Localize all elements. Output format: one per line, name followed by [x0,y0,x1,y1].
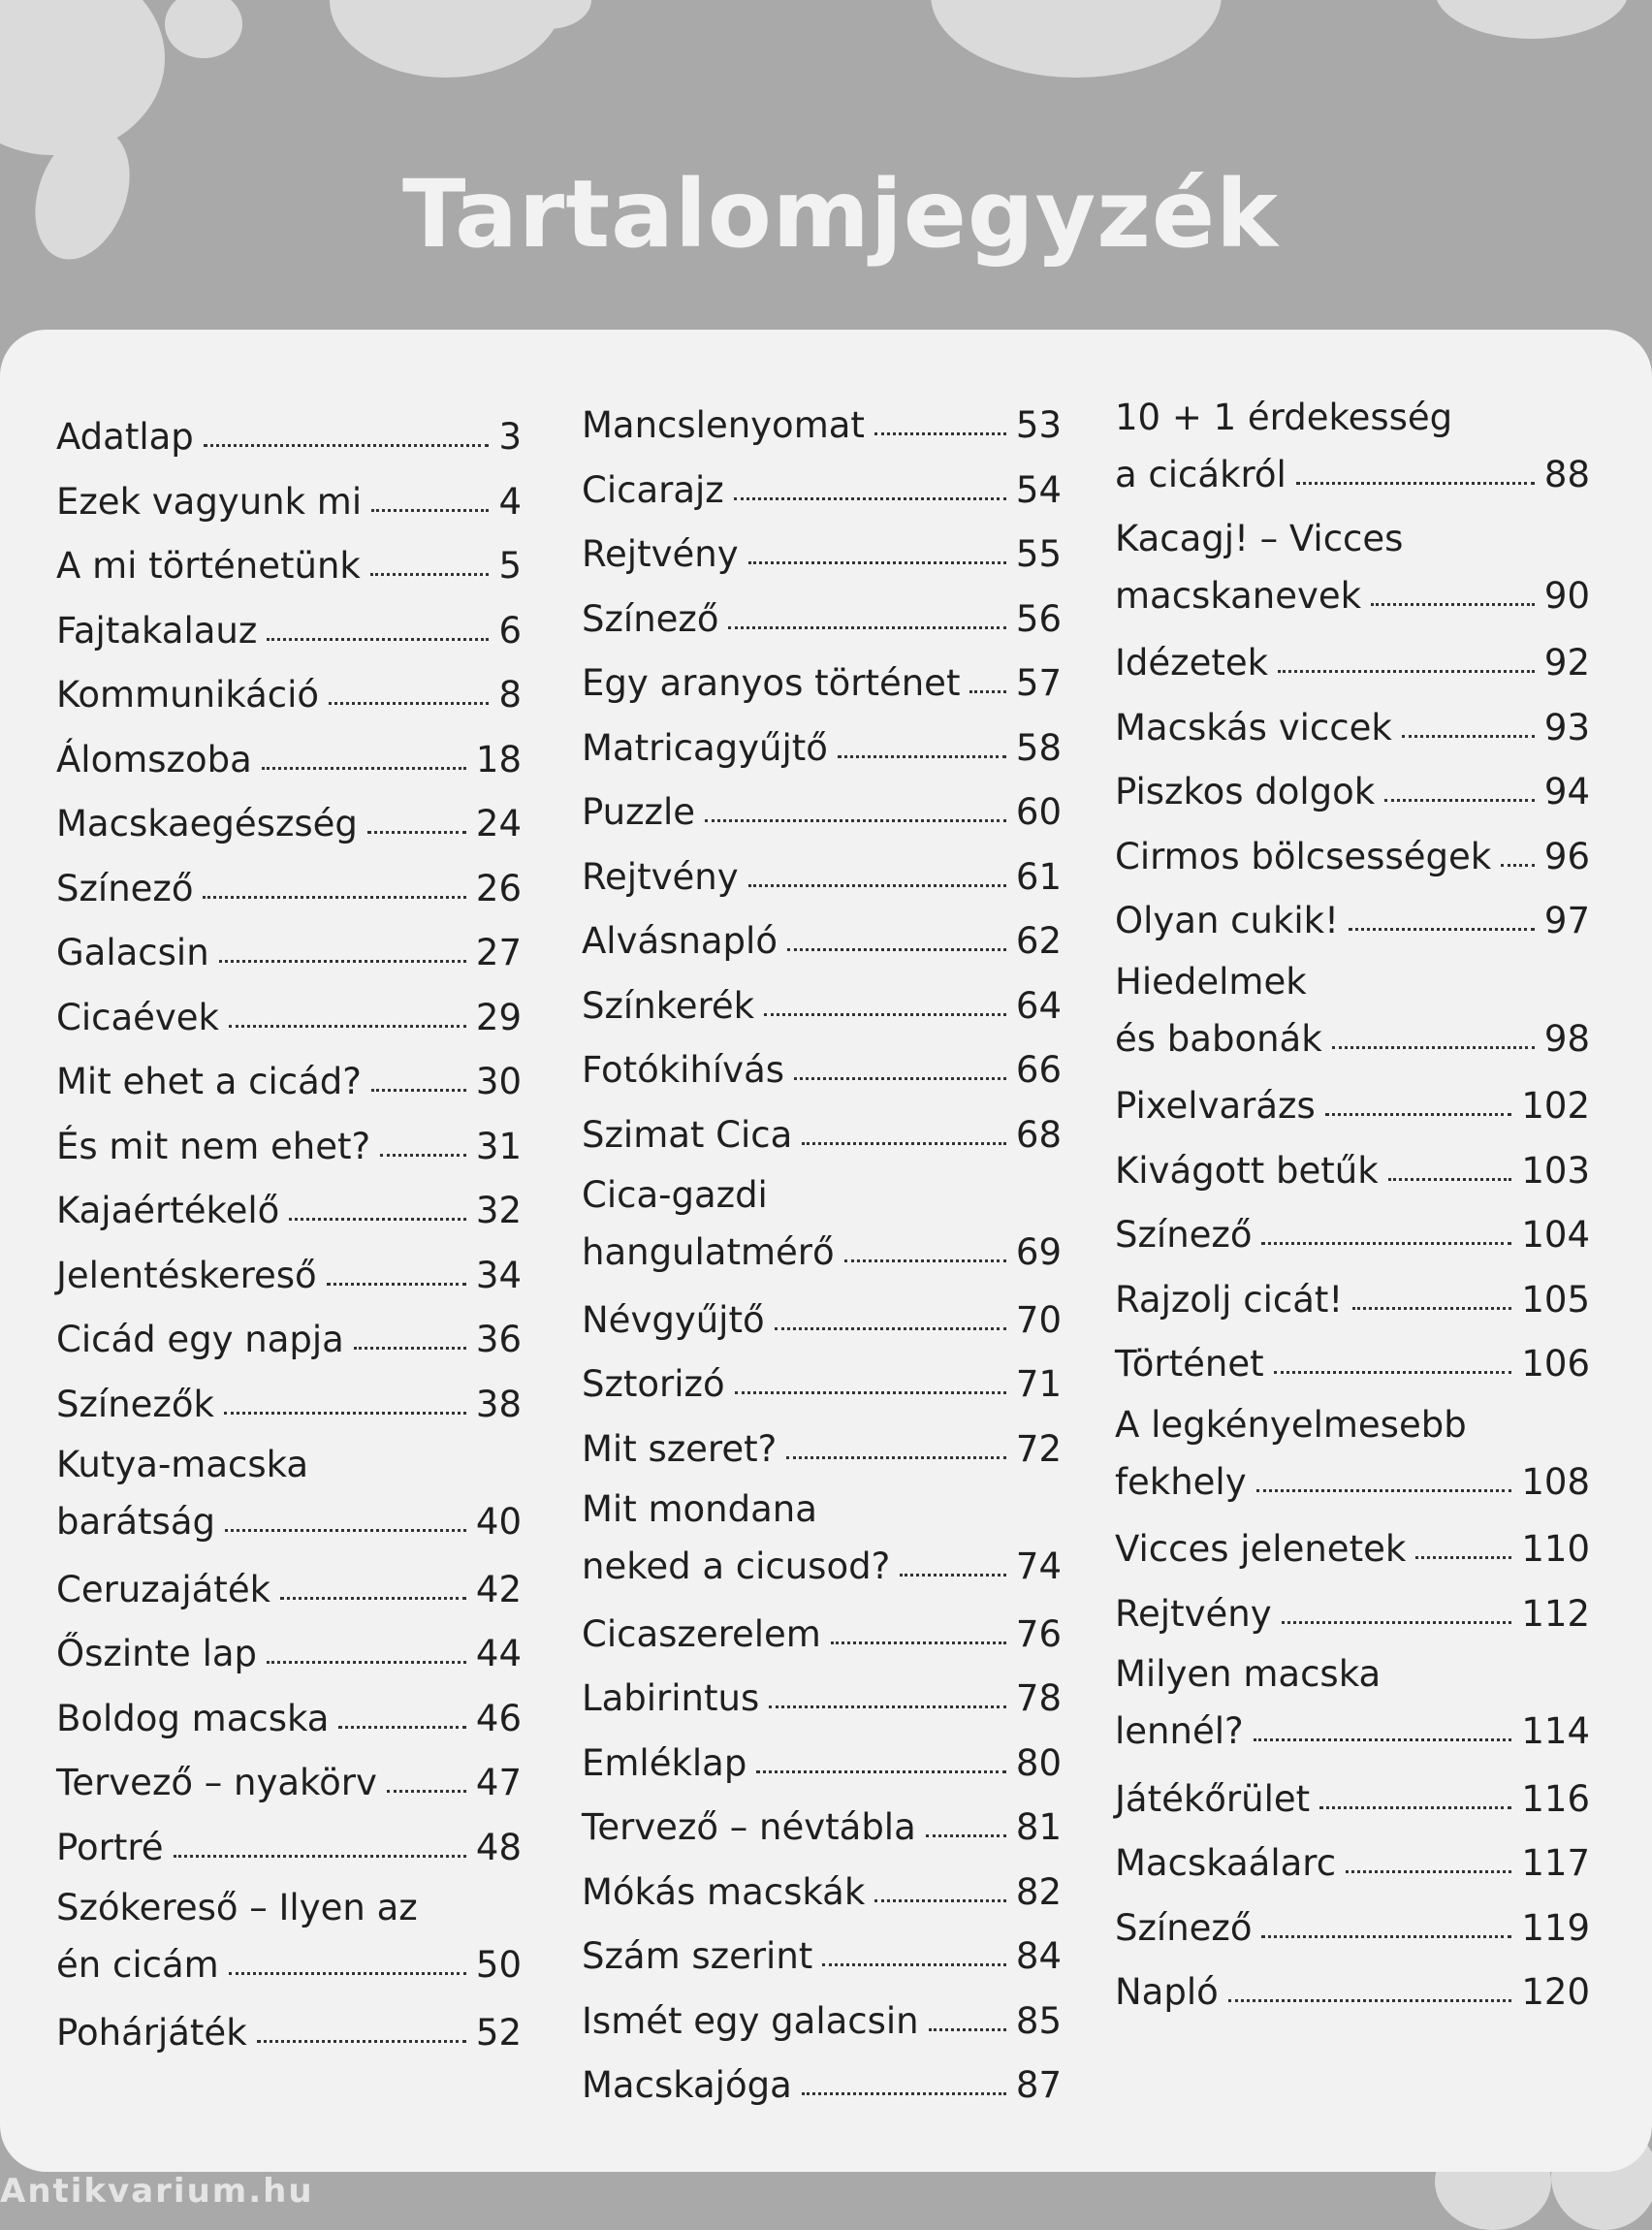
toc-entry-page-number: 64 [1015,984,1062,1027]
toc-entry-page-number: 96 [1543,835,1590,877]
toc-entry-title: Matricagyűjtő [582,726,828,769]
dot-leader [354,1345,466,1350]
dot-leader [787,946,1006,951]
toc-entry-title: Névgyűjtő [582,1298,765,1341]
toc-entry-title-line1: Cica-gazdi [582,1174,768,1216]
dot-leader [1261,1933,1511,1938]
toc-entry [1115,760,1590,825]
toc-entry-title: Színezők [56,1383,214,1425]
toc-entry [1115,1896,1590,1961]
toc-entry [56,1115,522,1180]
toc-entry [582,974,1062,1039]
toc-entry [56,1880,522,2001]
dot-leader [728,624,1005,629]
toc-entry [56,1244,522,1309]
toc-entry [56,599,522,664]
toc-entry-page-number: 53 [1015,404,1062,446]
dot-leader [1352,1305,1511,1310]
dot-leader [204,442,490,447]
toc-entry-title: Őszinte lap [56,1633,258,1674]
toc-entry-page-number: 56 [1015,597,1062,640]
toc-entry-title: Történet [1115,1343,1264,1385]
dot-leader [756,1768,1006,1773]
dot-leader [1274,1369,1512,1374]
toc-entry [56,470,522,535]
toc-entry-page-number: 116 [1521,1777,1590,1820]
toc-entry [56,728,522,793]
toc-entry-title: én cicám [56,1944,219,1986]
toc-entry [56,1437,522,1558]
toc-entry-page-number: 108 [1521,1460,1590,1503]
dot-leader [735,1389,1006,1394]
toc-entry-title-line1: Kutya-macska [56,1444,309,1485]
dot-leader [844,1258,1006,1262]
dot-leader [380,1152,466,1157]
toc-entry-title: Vicces jelenetek [1115,1528,1407,1570]
dot-leader [219,958,466,963]
dot-leader [822,1961,1006,1966]
toc-entry-page-number: 6 [498,609,522,652]
toc-entry-title: Színkerék [582,984,755,1027]
toc-entry-title: Ismét egy galacsin [582,1999,919,2042]
toc-entry-page-number: 76 [1015,1612,1062,1655]
toc-entry-page-number: 8 [498,674,522,716]
toc-entry [582,459,1062,524]
dot-leader [1228,1997,1512,2002]
toc-entry-page-number: 112 [1521,1592,1590,1635]
toc-entry [56,2001,522,2066]
toc-entry-page-number: 72 [1015,1427,1062,1470]
toc-entry-title: Napló [1115,1971,1219,2013]
toc-entry-page-number: 34 [475,1254,522,1296]
toc-entry-page-number: 82 [1015,1870,1062,1913]
toc-entry [582,1796,1062,1861]
dot-leader [203,894,465,899]
toc-entry-page-number: 94 [1543,771,1590,812]
toc-entry-title: Álomszoba [56,738,252,780]
toc-entry [582,717,1062,781]
dot-leader [224,1410,466,1415]
toc-entry [582,780,1062,845]
dot-leader [1501,862,1535,867]
dot-leader [1278,668,1535,673]
dot-leader [1388,1176,1512,1181]
toc-entry-page-number: 85 [1015,1999,1062,2042]
toc-entry-page-number: 84 [1015,1935,1062,1977]
toc-entry [1115,954,1590,1075]
page-title: Tartalomjegyzék [402,160,1279,269]
toc-entry-title: Cicád egy napja [56,1319,344,1360]
dot-leader [769,1704,1006,1708]
toc-entry-page-number: 114 [1521,1710,1590,1752]
toc-entry-title: Jelentéskereső [56,1254,317,1296]
dot-leader [327,1281,466,1286]
toc-entry-page-number: 24 [475,803,522,844]
toc-entry-page-number: 90 [1543,574,1590,617]
toc-entry-title: Kommunikáció [56,674,320,716]
dot-leader [1384,797,1535,802]
dot-leader [1371,601,1535,606]
toc-entry-page-number: 71 [1015,1363,1062,1405]
toc-entry-title-line1: Milyen macska [1115,1653,1382,1695]
dot-leader [1325,1111,1512,1116]
toc-entry-page-number: 57 [1015,662,1062,704]
toc-entry-title: Mókás macskák [582,1870,866,1913]
toc-entry-title: Fajtakalauz [56,609,258,652]
toc-entry-title: Színező [1115,1214,1253,1256]
toc-entry-title: Cicaévek [56,996,219,1038]
toc-entry [582,1925,1062,1990]
toc-entry-page-number: 117 [1521,1842,1590,1884]
toc-entry-page-number: 69 [1015,1231,1062,1273]
toc-entry-title: Alvásnapló [582,920,778,962]
toc-entry-title: Rejtvény [582,533,739,575]
toc-entry-title: Mit ehet a cicád? [56,1061,362,1102]
dot-leader [280,1595,466,1600]
toc-entry-page-number: 42 [475,1568,522,1610]
toc-entry-title: Emléklap [582,1741,747,1784]
toc-entry-title: Szám szerint [582,1935,813,1977]
toc-entry-page-number: 120 [1521,1971,1590,2013]
toc-entry-page-number: 58 [1015,726,1062,769]
toc-entry [1115,390,1590,511]
toc-entry [56,1308,522,1373]
toc-entry [582,1861,1062,1926]
toc-entry [1115,1960,1590,2025]
dot-leader [371,507,489,512]
footer-watermark: Antikvarium.hu [0,2172,314,2211]
dot-leader [267,1659,466,1664]
dot-leader [1296,480,1535,485]
toc-entry [56,986,522,1051]
toc-entry-title: neked a cicusod? [582,1545,891,1587]
toc-entry-title: A mi történetünk [56,545,361,587]
toc-entry [582,2054,1062,2118]
dot-leader [262,765,466,770]
toc-entry-title-line1: A legkényelmesebb [1115,1403,1467,1446]
toc-entry-title: Tervező – nyakörv [56,1762,377,1803]
toc-entry [582,588,1062,653]
toc-entry [582,1038,1062,1103]
toc-entry-title: macskanevek [1115,574,1362,617]
toc-entry-title: Kivágott betűk [1115,1149,1379,1192]
dot-leader [289,1216,466,1221]
toc-entry-title: Szimat Cica [582,1113,793,1156]
toc-entry [582,1353,1062,1418]
toc-entry [1115,696,1590,761]
dot-leader [705,817,1006,822]
toc-column-2 [582,394,1062,2118]
dot-leader [225,1527,466,1532]
dot-leader [775,1325,1006,1330]
toc-entry-title: Pixelvarázs [1115,1085,1316,1127]
toc-entry-page-number: 88 [1543,454,1590,495]
toc-entry [582,394,1062,459]
dot-leader [329,700,489,705]
toc-entry-page-number: 50 [475,1944,522,1986]
toc-entry-page-number: 60 [1015,791,1062,833]
toc-entry [582,1418,1062,1482]
toc-entry-title: Mancslenyomat [582,404,865,446]
toc-entry [582,845,1062,910]
toc-entry-title: Pohárjáték [56,2011,247,2054]
toc-entry [1115,1268,1590,1333]
toc-entry-page-number: 87 [1015,2064,1062,2106]
toc-entry [56,921,522,986]
toc-entry [56,1687,522,1752]
dot-leader [900,1572,1006,1577]
toc-entry-page-number: 30 [475,1061,522,1102]
toc-entry-page-number: 27 [475,932,522,973]
toc-entry [1115,1332,1590,1397]
toc-entry [56,534,522,599]
toc-entry-title: Olyan cukik! [1115,900,1339,941]
toc-entry-page-number: 55 [1015,533,1062,575]
dot-leader [1319,1804,1511,1809]
toc-entry [582,1603,1062,1668]
toc-entry-title: Labirintus [582,1677,760,1719]
dot-leader [969,688,1005,693]
dot-leader [802,1140,1006,1145]
dot-leader [874,430,1006,435]
toc-entry-title: Ceruzajáték [56,1568,271,1610]
dot-leader [802,2090,1006,2095]
toc-entry [1115,825,1590,890]
dot-leader [764,1011,1006,1016]
dot-leader [748,559,1006,564]
toc-entry-page-number: 4 [498,480,522,523]
toc-entry-page-number: 70 [1015,1298,1062,1341]
toc-entry-page-number: 80 [1015,1741,1062,1784]
toc-entry-title: Színező [582,597,719,640]
dot-leader [874,1897,1006,1902]
toc-entry-page-number: 110 [1521,1528,1590,1570]
toc-entry-title: Boldog macska [56,1697,330,1739]
toc-entry-page-number: 119 [1521,1906,1590,1949]
toc-entry-title: Játékőrület [1115,1777,1311,1820]
toc-entry-title: fekhely [1115,1460,1247,1503]
toc-entry-page-number: 97 [1543,900,1590,941]
toc-entry [582,1103,1062,1168]
toc-entry-page-number: 104 [1521,1214,1590,1256]
toc-column-3 [1115,390,1590,2025]
toc-entry [582,909,1062,974]
toc-entry-page-number: 26 [475,867,522,909]
dot-leader [1349,926,1535,931]
toc-entry [56,1816,522,1881]
toc-entry-title: Macskás viccek [1115,706,1392,749]
toc-entry-page-number: 44 [475,1633,522,1674]
toc-entry-page-number: 98 [1543,1017,1590,1060]
toc-entry-page-number: 61 [1015,855,1062,898]
toc-entry-page-number: 40 [475,1501,522,1543]
toc-entry-title-line1: Hiedelmek [1115,960,1307,1003]
dot-leader [387,1788,466,1793]
toc-entry-page-number: 66 [1015,1049,1062,1091]
toc-entry-title: Ezek vagyunk mi [56,480,363,523]
dot-leader [371,1087,466,1092]
toc-entry-title: lennél? [1115,1710,1244,1752]
toc-entry-page-number: 46 [475,1697,522,1739]
toc-entry-title: Portré [56,1826,164,1868]
toc-entry-title: Adatlap [56,416,194,458]
toc-entry-page-number: 103 [1521,1149,1590,1192]
toc-entry-title: hangulatmérő [582,1231,835,1273]
toc-entry [56,663,522,728]
toc-entry-page-number: 3 [498,416,522,458]
dot-leader [257,2038,466,2043]
dot-leader [174,1853,466,1858]
dot-leader [338,1724,465,1729]
dot-leader [1402,733,1535,738]
toc-entry-title: Sztorizó [582,1363,725,1405]
toc-entry [582,1990,1062,2055]
dot-leader [229,1023,466,1028]
toc-entry-page-number: 52 [475,2011,522,2054]
dot-leader [1261,1240,1511,1245]
toc-entry-page-number: 93 [1543,706,1590,749]
dot-leader [734,495,1006,500]
toc-entry-title-line1: 10 + 1 érdekesség [1115,397,1453,438]
dot-leader [1282,1619,1512,1624]
toc-entry-title: Színező [56,867,194,909]
toc-entry-page-number: 102 [1521,1085,1590,1127]
toc-entry-title: Rajzolj cicát! [1115,1278,1344,1321]
toc-entry-page-number: 18 [475,738,522,780]
dot-leader [1254,1736,1512,1741]
toc-entry [1115,1582,1590,1647]
toc-entry-page-number: 48 [475,1826,522,1868]
toc-entry-title: Kajaértékelő [56,1190,280,1231]
dot-leader [786,1454,1006,1459]
toc-entry-page-number: 68 [1015,1113,1062,1156]
toc-entry-page-number: 31 [475,1125,522,1167]
toc-entry-title: Cicarajz [582,468,724,511]
toc-entry [56,1179,522,1244]
toc-entry-page-number: 32 [475,1190,522,1231]
toc-entry [1115,889,1590,954]
toc-entry [56,1558,522,1623]
toc-entry [582,1289,1062,1354]
toc-entry-title: Cirmos bölcsességek [1115,835,1492,877]
toc-entry [1115,1074,1590,1139]
toc-entry-title-line1: Mit mondana [582,1488,817,1530]
toc-entry [56,1751,522,1816]
toc-entry-page-number: 92 [1543,642,1590,684]
toc-entry-title: Fotókihívás [582,1049,785,1091]
toc-entry-page-number: 38 [475,1383,522,1425]
toc-entry-title: Mit szeret? [582,1427,778,1470]
toc-entry-page-number: 74 [1015,1545,1062,1587]
dot-leader [831,1640,1006,1644]
toc-entry [1115,1139,1590,1204]
toc-entry-title: és babonák [1115,1017,1322,1060]
toc-entry [1115,1517,1590,1582]
toc-entry [582,1167,1062,1289]
toc-entry [1115,1832,1590,1896]
toc-entry-page-number: 78 [1015,1677,1062,1719]
toc-entry-title: Cicaszerelem [582,1612,821,1655]
toc-entry [1115,1203,1590,1268]
toc-entry [1115,631,1590,696]
toc-entry-page-number: 5 [498,545,522,587]
dot-leader [367,829,466,834]
toc-entry-page-number: 47 [475,1762,522,1803]
toc-entry [56,1050,522,1115]
toc-entry-title: Macskajóga [582,2064,792,2106]
dot-leader [1332,1044,1535,1049]
dot-leader [1256,1487,1512,1492]
toc-entry-title: Rejtvény [582,855,739,898]
toc-entry-title: Idézetek [1115,642,1269,684]
toc-entry-page-number: 105 [1521,1278,1590,1321]
toc-entry [56,792,522,857]
toc-entry [56,857,522,922]
toc-entry-page-number: 81 [1015,1806,1062,1848]
dot-leader [748,882,1006,887]
toc-entry [1115,1646,1590,1768]
toc-entry [56,1373,522,1438]
toc-entry-title-line1: Szókereső – Ilyen az [56,1887,418,1928]
toc-entry-title: És mit nem ehet? [56,1125,371,1167]
toc-entry-title: Galacsin [56,932,209,973]
dot-leader [1346,1868,1511,1873]
toc-entry [582,523,1062,588]
dot-leader [267,636,489,641]
toc-entry [1115,1768,1590,1832]
toc-entry-page-number: 36 [475,1319,522,1360]
toc-column-1 [56,405,522,2065]
toc-entry-title: Piszkos dolgok [1115,771,1376,812]
toc-entry-title: a cicákról [1115,454,1287,495]
toc-entry [582,652,1062,717]
toc-entry [56,1622,522,1687]
toc-entry-page-number: 29 [475,996,522,1038]
toc-entry-title: Színező [1115,1906,1253,1949]
toc-entry-title: Puzzle [582,791,695,833]
toc-entry-page-number: 54 [1015,468,1062,511]
toc-entry [582,1732,1062,1797]
toc-entry-page-number: 62 [1015,920,1062,962]
dot-leader [794,1075,1006,1080]
toc-entry-page-number: 106 [1521,1343,1590,1385]
dot-leader [838,753,1006,758]
toc-entry [56,405,522,470]
toc-entry-title: Rejtvény [1115,1592,1272,1635]
toc-entry-title: Macskaálarc [1115,1842,1337,1884]
toc-entry [582,1667,1062,1732]
toc-entry-title: Egy aranyos történet [582,662,961,704]
dot-leader [370,571,490,576]
toc-entry [1115,511,1590,632]
toc-entry [582,1481,1062,1603]
toc-entry-title-line1: Kacagj! – Vicces [1115,517,1404,559]
toc-entry-title: Macskaegészség [56,803,358,844]
dot-leader [1415,1554,1511,1559]
toc-entry-title: barátság [56,1501,215,1543]
toc-entry [1115,1397,1590,1518]
dot-leader [929,2026,1006,2031]
toc-entry-title: Tervező – névtábla [582,1806,916,1848]
dot-leader [229,1970,466,1975]
dot-leader [926,1832,1006,1837]
